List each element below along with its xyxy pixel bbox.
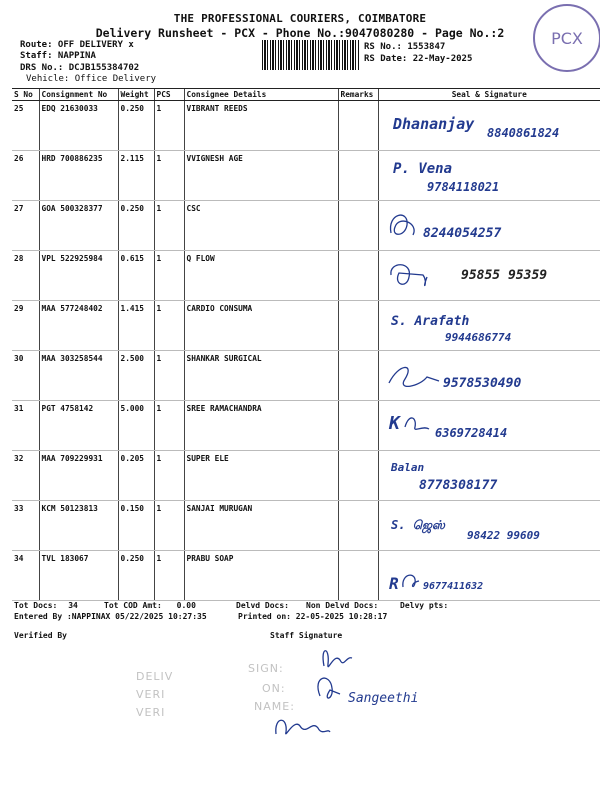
consignment-no: KCM 50123813 — [39, 501, 118, 551]
sno: 30 — [12, 351, 39, 401]
col-pcs: PCS — [154, 89, 184, 101]
weight: 0.615 — [118, 251, 154, 301]
signature-phone: 6369728414 — [434, 426, 507, 440]
pcs: 1 — [154, 451, 184, 501]
consignment-no: MAA 577248402 — [39, 301, 118, 351]
sno: 31 — [12, 401, 39, 451]
signature — [379, 253, 591, 297]
pcs: 1 — [154, 251, 184, 301]
delivered-docs-label: Delvd Docs: — [236, 601, 289, 610]
signature-name: Dhananjay — [392, 115, 474, 133]
signature-name: S. ஜெஸ் — [390, 518, 445, 532]
table-row — [12, 501, 600, 551]
weight: 0.150 — [118, 501, 154, 551]
faded-text: VERI — [136, 688, 166, 701]
signature — [379, 403, 591, 447]
staff: Staff: NAPPINA — [20, 51, 96, 61]
pcs: 1 — [154, 501, 184, 551]
pcs: 1 — [154, 101, 184, 151]
signature-scribble — [390, 265, 426, 286]
sno: 32 — [12, 451, 39, 501]
remarks — [338, 151, 378, 201]
consignee: SREE RAMACHANDRA — [184, 401, 338, 451]
staff-initials — [268, 708, 338, 742]
sno: 29 — [12, 301, 39, 351]
total-cod-value: 0.00 — [176, 601, 196, 610]
col-sno: S No — [12, 89, 39, 101]
pcs: 1 — [154, 301, 184, 351]
sno: 28 — [12, 251, 39, 301]
weight: 0.250 — [118, 551, 154, 601]
signature-cell — [378, 451, 600, 501]
sno: 34 — [12, 551, 39, 601]
signature — [379, 153, 591, 197]
signature-phone: 8778308177 — [418, 478, 497, 493]
barcode — [262, 40, 360, 70]
signature — [379, 103, 591, 147]
signature-phone: 9578530490 — [442, 376, 521, 391]
pcx-stamp — [533, 4, 600, 72]
signature-name: Sangeethi — [348, 691, 419, 706]
drs-number: DRS No.: DCJB155384702 — [20, 63, 140, 73]
signature-scribble — [276, 720, 330, 734]
sno: 26 — [12, 151, 39, 201]
signature-scribble — [390, 215, 414, 235]
col-remarks: Remarks — [338, 89, 378, 101]
signature-cell — [378, 301, 600, 351]
sno: 27 — [12, 201, 39, 251]
consignment-no: HRD 700886235 — [39, 151, 118, 201]
signature — [379, 203, 591, 247]
signature — [379, 353, 591, 397]
table-row — [12, 451, 600, 501]
weight: 0.250 — [118, 201, 154, 251]
remarks — [338, 551, 378, 601]
consignee: CARDIO CONSUMA — [184, 301, 338, 351]
signature — [379, 553, 591, 597]
consignee: SHANKAR SURGICAL — [184, 351, 338, 401]
remarks — [338, 351, 378, 401]
remarks — [338, 301, 378, 351]
remarks — [338, 201, 378, 251]
signature-name: S. Arafath — [390, 314, 469, 329]
table-header-row — [12, 89, 600, 101]
faded-text: SIGN: — [248, 662, 284, 675]
total-cod — [104, 601, 196, 610]
signature-scribble — [402, 575, 418, 587]
signature-name: R — [388, 574, 399, 593]
printed-on: Printed on: 22-05-2025 10:28:17 — [238, 612, 388, 621]
table-row — [12, 201, 600, 251]
signature-cell — [378, 351, 600, 401]
table-row — [12, 101, 600, 151]
signature-name: K — [388, 413, 400, 434]
signature-name: P. Vena — [392, 161, 452, 177]
weight: 1.415 — [118, 301, 154, 351]
consignment-no: TVL 183067 — [39, 551, 118, 601]
total-docs-value: 34 — [68, 601, 78, 610]
entered-by: Entered By :NAPPINAX 05/22/2025 10:27:35 — [14, 612, 207, 621]
signature-phone: 9944686774 — [444, 331, 511, 344]
signature-phone: 8840861824 — [486, 126, 559, 140]
faded-text: NAME: — [254, 700, 295, 713]
rs-number: RS No.: 1553847 — [364, 42, 446, 52]
signature-cell — [378, 501, 600, 551]
faded-text: ON: — [262, 682, 286, 695]
pcs: 1 — [154, 351, 184, 401]
signature-scribble — [405, 418, 429, 429]
consignment-no: EDQ 21630033 — [39, 101, 118, 151]
weight: 2.115 — [118, 151, 154, 201]
signature-scribble — [323, 651, 352, 667]
signature-cell — [378, 401, 600, 451]
signature-cell — [378, 101, 600, 151]
col-signature: Seal & Signature — [378, 89, 600, 101]
signature-scribble — [389, 367, 439, 386]
consignment-no: PGT 4758142 — [39, 401, 118, 451]
col-weight: Weight — [118, 89, 154, 101]
remarks — [338, 401, 378, 451]
table-row — [12, 351, 600, 401]
remarks — [338, 101, 378, 151]
pcs: 1 — [154, 151, 184, 201]
remarks — [338, 501, 378, 551]
signature-phone: 98422 99609 — [466, 529, 540, 542]
signature-phone: 9784118021 — [426, 180, 499, 194]
total-docs — [14, 601, 78, 610]
consignee: PRABU SOAP — [184, 551, 338, 601]
non-delivered-docs-label: Non Delvd Docs: — [306, 601, 379, 610]
total-cod-label: Tot COD Amt: — [104, 601, 162, 610]
total-docs-label: Tot Docs: — [14, 601, 58, 610]
consignee: SANJAI MURUGAN — [184, 501, 338, 551]
runsheet-table — [12, 88, 600, 601]
consignment-no: MAA 709229931 — [39, 451, 118, 501]
sno: 33 — [12, 501, 39, 551]
consignee: CSC — [184, 201, 338, 251]
weight: 0.205 — [118, 451, 154, 501]
signature-cell — [378, 201, 600, 251]
consignment-no: MAA 303258544 — [39, 351, 118, 401]
col-consignee: Consignee Details — [184, 89, 338, 101]
table-row — [12, 551, 600, 601]
col-consignment: Consignment No — [39, 89, 118, 101]
company-name: THE PROFESSIONAL COURIERS, COIMBATORE — [173, 12, 427, 25]
table-row — [12, 401, 600, 451]
consignment-no: GOA 500328377 — [39, 201, 118, 251]
weight: 5.000 — [118, 401, 154, 451]
rs-date: RS Date: 22-May-2025 — [364, 54, 473, 64]
route: Route: OFF DELIVERY x — [20, 40, 134, 50]
consignee: SUPER ELE — [184, 451, 338, 501]
signature-phone: 9677411632 — [422, 581, 483, 592]
signature-cell — [378, 151, 600, 201]
consignment-no: VPL 522925984 — [39, 251, 118, 301]
runsheet-title: Delivery Runsheet - PCX - Phone No.:9047080280 - Page No.:2 — [95, 26, 505, 40]
faded-text: VERI — [136, 706, 166, 719]
pcs: 1 — [154, 201, 184, 251]
signature-cell — [378, 251, 600, 301]
pcs: 1 — [154, 401, 184, 451]
consignee: VIBRANT REEDS — [184, 101, 338, 151]
faded-text: DELIV — [136, 670, 174, 683]
remarks — [338, 451, 378, 501]
signature-scribble — [318, 678, 340, 698]
table-row — [12, 251, 600, 301]
delivery-points-label: Delvy pts: — [400, 601, 449, 610]
weight: 2.500 — [118, 351, 154, 401]
signature — [379, 303, 591, 347]
vehicle: Vehicle: Office Delivery — [26, 74, 157, 84]
signature — [379, 453, 591, 497]
verified-by: Verified By — [14, 631, 67, 640]
pcs: 1 — [154, 551, 184, 601]
staff-signature-label: Staff Signature — [270, 631, 343, 640]
signature — [379, 503, 591, 547]
table-row — [12, 151, 600, 201]
stamp-text: PCX — [551, 28, 583, 48]
remarks — [338, 251, 378, 301]
signature-name: Balan — [390, 461, 424, 474]
signature-phone: 8244054257 — [422, 226, 501, 241]
table-row — [12, 301, 600, 351]
signature-cell — [378, 551, 600, 601]
sno: 25 — [12, 101, 39, 151]
consignee: VVIGNESH AGE — [184, 151, 338, 201]
weight: 0.250 — [118, 101, 154, 151]
signature-phone: 95855 95359 — [460, 268, 547, 283]
consignee: Q FLOW — [184, 251, 338, 301]
